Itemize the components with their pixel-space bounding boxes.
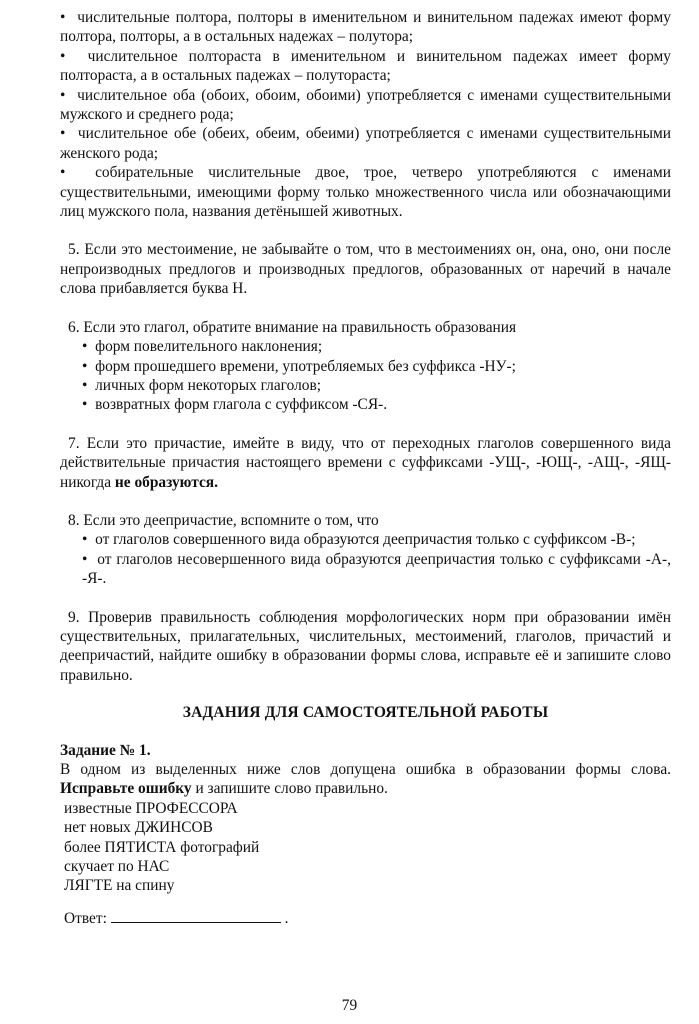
- item-6-intro: 6. Если это глагол, обратите внимание на правильность образования: [68, 318, 517, 336]
- task-word: известные ПРОФЕССОРА: [64, 799, 238, 817]
- item-6-list: [60, 337, 671, 415]
- item-8-intro: 8. Если это деепричастие, вспомните о том, что: [68, 511, 379, 529]
- item-5-pronoun: 5. Если это местоимение, не забывайте о том, что в местоимениях он, она, оно, они после непроизводных предлогов и производных предлогов, образованных от наречий в начале слова прибавляется буква Н.: [60, 241, 671, 298]
- section-title: ЗАДАНИЯ ДЛЯ САМОСТОЯТЕЛЬНОЙ РАБОТЫ: [182, 704, 549, 722]
- task-word: скучает по НАС: [64, 858, 170, 876]
- task-instruction-start: В одном из выделенных ниже слов допущена ошибка в образовании формы слова.: [60, 761, 671, 778]
- page-number: 79: [341, 997, 358, 1014]
- task-title: Задание № 1.: [60, 741, 151, 759]
- answer-period: .: [284, 909, 289, 927]
- rule-obe: • числительное обе (обеих, обеим, обеими) употребляется с именами существительными женского рода;: [60, 124, 671, 163]
- task-instruction-bold: Исправьте ошибку: [60, 780, 192, 798]
- item-6-bullet: • личных форм некоторых глаголов;: [82, 376, 671, 395]
- answer-label: Ответ:: [64, 909, 107, 927]
- item-7-emphasis: не образуются.: [114, 473, 218, 491]
- answer-blank[interactable]: [111, 908, 281, 923]
- item-7-text: 7. Если это причастие, имейте в виду, что от переходных глаголов совершенного вида действительные причастия настоящего времени с суффиксами -УЩ-, -ЮЩ-, -АЩ-, -ЯЩ- никогда: [60, 434, 671, 491]
- task-word: более ПЯТИСТА фотографий: [64, 838, 260, 856]
- task-word: ЛЯГТЕ на спину: [64, 877, 175, 895]
- rule-poltorasta: • числительное полтораста в именительном и винительном падежах имеет форму полтораста, а в остальных падежах – полутораста;: [60, 47, 671, 86]
- rule-collective-numerals: • собирательные числительные двое, трое, четверо употребляются с именами существительными, имеющими форму только множественного числа или обозначающими лиц мужского пола, названия детёнышей животных.: [60, 163, 671, 221]
- numeral-rules-list: [60, 8, 671, 221]
- item-7-participle: [60, 434, 671, 492]
- task-instruction-end: и запишите слово правильно.: [191, 780, 388, 798]
- answer-row: [64, 908, 671, 928]
- task-instruction: [60, 760, 671, 799]
- rule-oba: • числительное оба (обоих, обоим, обоими) употребляется с именами существительными мужского и среднего рода;: [60, 86, 671, 125]
- item-8-bullet: • от глаголов совершенного вида образуются деепричастия только с суффиксом -В-;: [82, 530, 671, 549]
- item-8-bullet: • от глаголов несовершенного вида образуются деепричастия только с суффиксами -А-, -Я-.: [82, 550, 671, 589]
- item-6-bullet: • форм прошедшего времени, употребляемых без суффикса -НУ-;: [82, 357, 671, 376]
- task-word: нет новых ДЖИНСОВ: [64, 819, 213, 837]
- item-6-bullet: • возвратных форм глагола с суффиксом -СЯ-.: [82, 395, 671, 414]
- item-9-instruction: 9. Проверив правильность соблюдения морфологических норм при образовании имён существительных, прилагательных, числительных, местоимений, глаголов, причастий и деепричастий, найдите ошибку в образовании формы слова, исправьте её и запишите слово правильно.: [60, 608, 671, 684]
- item-6-bullet: • форм повелительного наклонения;: [82, 337, 671, 356]
- item-8-list: [60, 530, 671, 588]
- task-word-list: [60, 799, 671, 896]
- rule-poltora: • числительные полтора, полторы в именительном и винительном падежах имеют форму полтора, полторы, а в остальных надежах – полутора;: [60, 8, 671, 47]
